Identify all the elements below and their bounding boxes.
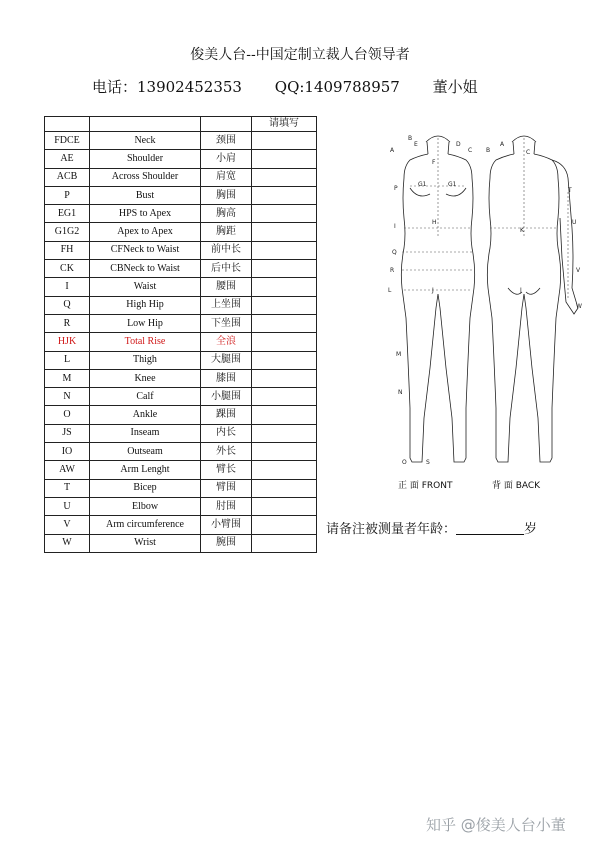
measure-name-en: CBNeck to Waist [90, 260, 201, 278]
measure-name-en: Bicep [90, 479, 201, 497]
table-row [45, 296, 317, 314]
measure-code: T [45, 479, 90, 497]
measure-code: Q [45, 296, 90, 314]
measure-name-cn: 臂围 [201, 479, 252, 497]
age-unit: 岁 [524, 522, 538, 537]
measure-code: N [45, 388, 90, 406]
measure-name-en: Elbow [90, 497, 201, 515]
svg-text:I: I [394, 223, 396, 230]
svg-text:B: B [486, 147, 491, 154]
svg-text:Q: Q [392, 249, 397, 256]
measure-value-cell[interactable] [252, 260, 317, 278]
svg-text:G1: G1 [418, 181, 427, 188]
measure-name-cn: 腕围 [201, 534, 252, 552]
svg-text:M: M [396, 351, 402, 358]
measure-code: HJK [45, 333, 90, 351]
measure-code: L [45, 351, 90, 369]
measure-value-cell[interactable] [252, 168, 317, 186]
measure-code: IO [45, 443, 90, 461]
measure-code: EG1 [45, 205, 90, 223]
table-row [45, 388, 317, 406]
measure-name-en: HPS to Apex [90, 205, 201, 223]
svg-text:H: H [432, 219, 437, 226]
measure-name-cn: 胸距 [201, 223, 252, 241]
table-row [45, 351, 317, 369]
measure-name-cn: 上坐围 [201, 296, 252, 314]
measure-name-en: Calf [90, 388, 201, 406]
svg-text:V: V [576, 267, 581, 274]
measure-code: M [45, 369, 90, 387]
table-row [45, 369, 317, 387]
table-row [45, 479, 317, 497]
age-blank-field [456, 522, 524, 535]
measure-name-cn: 小臂围 [201, 516, 252, 534]
measure-name-en: Knee [90, 369, 201, 387]
measure-value-cell[interactable] [252, 534, 317, 552]
measure-code: I [45, 278, 90, 296]
measure-name-cn: 后中长 [201, 260, 252, 278]
measure-code: ACB [45, 168, 90, 186]
page-title: 俊美人台--中国定制立裁人台领导者 [190, 47, 410, 63]
measure-value-cell[interactable] [252, 388, 317, 406]
qq-number: QQ:1409788957 [274, 78, 400, 96]
measure-name-cn: 肘围 [201, 497, 252, 515]
measure-code: P [45, 186, 90, 204]
table-row [45, 168, 317, 186]
table-row [45, 278, 317, 296]
svg-text:B: B [408, 135, 413, 142]
measure-name-en: High Hip [90, 296, 201, 314]
measure-value-cell[interactable] [252, 296, 317, 314]
dress-form-diagram [382, 118, 592, 496]
measure-code: FDCE [45, 132, 90, 150]
measure-value-cell[interactable] [252, 333, 317, 351]
measure-name-cn: 前中长 [201, 241, 252, 259]
table-row [45, 205, 317, 223]
measure-value-cell[interactable] [252, 369, 317, 387]
measure-name-en: Across Shoulder [90, 168, 201, 186]
table-row [45, 150, 317, 168]
measure-name-cn: 颈围 [201, 132, 252, 150]
measure-value-cell[interactable] [252, 351, 317, 369]
front-view-label: 正 面 FRONT [398, 481, 453, 491]
phone-number: 电话：13902452353 [92, 78, 242, 96]
measure-value-cell[interactable] [252, 479, 317, 497]
measure-code: JS [45, 424, 90, 442]
measure-code: R [45, 314, 90, 332]
measure-name-cn: 下坐围 [201, 314, 252, 332]
measure-code: AW [45, 461, 90, 479]
measure-name-en: Bust [90, 186, 201, 204]
measure-name-en: Outseam [90, 443, 201, 461]
measure-value-cell[interactable] [252, 205, 317, 223]
measure-name-en: Ankle [90, 406, 201, 424]
svg-text:L: L [388, 287, 392, 294]
measure-name-en: Inseam [90, 424, 201, 442]
measure-code: G1G2 [45, 223, 90, 241]
svg-text:O: O [402, 459, 407, 466]
table-row [45, 333, 317, 351]
age-note [326, 518, 537, 537]
measure-name-en: Neck [90, 132, 201, 150]
measure-value-cell[interactable] [252, 443, 317, 461]
measure-name-cn: 大腿围 [201, 351, 252, 369]
table-row [45, 534, 317, 552]
table-header-row [45, 117, 317, 132]
back-view-label: 背 面 BACK [492, 481, 541, 491]
svg-text:P: P [394, 185, 398, 192]
contact-line [92, 76, 506, 97]
measurement-table [44, 116, 317, 553]
measure-code: FH [45, 241, 90, 259]
measure-name-cn: 胸围 [201, 186, 252, 204]
measure-value-cell[interactable] [252, 314, 317, 332]
measure-name-en: Waist [90, 278, 201, 296]
table-row [45, 461, 317, 479]
table-row [45, 223, 317, 241]
measure-value-cell[interactable] [252, 186, 317, 204]
svg-text:N: N [398, 389, 403, 396]
table-row [45, 406, 317, 424]
measure-code: V [45, 516, 90, 534]
measure-name-en: Thigh [90, 351, 201, 369]
measure-code: CK [45, 260, 90, 278]
measure-name-cn: 外长 [201, 443, 252, 461]
table-row [45, 186, 317, 204]
svg-text:F: F [432, 159, 436, 166]
measure-name-en: Apex to Apex [90, 223, 201, 241]
measure-code: W [45, 534, 90, 552]
measure-name-cn: 腰围 [201, 278, 252, 296]
svg-text:W: W [576, 303, 582, 310]
measure-name-cn: 踝围 [201, 406, 252, 424]
table-row [45, 497, 317, 515]
measure-name-en: Wrist [90, 534, 201, 552]
contact-name: 董小姐 [432, 78, 478, 96]
measure-value-cell[interactable] [252, 516, 317, 534]
measure-code: O [45, 406, 90, 424]
measure-value-cell[interactable] [252, 497, 317, 515]
measure-name-cn: 全浪 [201, 333, 252, 351]
measure-value-cell[interactable] [252, 223, 317, 241]
svg-text:A: A [390, 147, 395, 154]
measure-value-cell[interactable] [252, 461, 317, 479]
svg-text:C: C [468, 147, 473, 154]
svg-text:C: C [526, 149, 531, 156]
svg-text:D: D [456, 141, 461, 148]
svg-text:T: T [568, 187, 572, 194]
table-row [45, 132, 317, 150]
measure-name-en: Total Rise [90, 333, 201, 351]
measure-name-en: Arm circumference [90, 516, 201, 534]
measure-name-en: Arm Lenght [90, 461, 201, 479]
measure-code: AE [45, 150, 90, 168]
watermark: 知乎 @俊美人台小董 [426, 816, 566, 834]
svg-text:U: U [572, 219, 577, 226]
fill-column-header: 请填写 [252, 117, 317, 132]
age-note-text: 请备注被测量者年龄： [326, 522, 457, 537]
table-row [45, 260, 317, 278]
svg-text:E: E [414, 141, 418, 148]
svg-text:R: R [390, 267, 395, 274]
table-row [45, 314, 317, 332]
figure-point-labels [388, 135, 582, 466]
measure-name-cn: 内长 [201, 424, 252, 442]
measure-value-cell[interactable] [252, 241, 317, 259]
measure-value-cell[interactable] [252, 406, 317, 424]
measure-name-cn: 胸高 [201, 205, 252, 223]
svg-text:J: J [520, 287, 522, 294]
svg-text:A: A [500, 141, 505, 148]
measure-value-cell[interactable] [252, 150, 317, 168]
svg-text:S: S [426, 459, 430, 466]
measure-code: U [45, 497, 90, 515]
table-row [45, 516, 317, 534]
measure-name-en: Shoulder [90, 150, 201, 168]
svg-text:G1: G1 [448, 181, 457, 188]
measurement-guides [402, 138, 568, 298]
measure-name-cn: 膝围 [201, 369, 252, 387]
measure-name-cn: 小肩 [201, 150, 252, 168]
measure-name-cn: 肩宽 [201, 168, 252, 186]
table-row [45, 443, 317, 461]
measure-name-en: Low Hip [90, 314, 201, 332]
table-row [45, 241, 317, 259]
measure-name-cn: 小腿围 [201, 388, 252, 406]
front-figure-outline [401, 136, 578, 462]
measure-name-en: CFNeck to Waist [90, 241, 201, 259]
measure-value-cell[interactable] [252, 424, 317, 442]
svg-text:K: K [520, 227, 524, 234]
measure-value-cell[interactable] [252, 278, 317, 296]
table-row [45, 424, 317, 442]
measure-name-cn: 臂长 [201, 461, 252, 479]
measure-value-cell[interactable] [252, 132, 317, 150]
svg-text:J: J [432, 287, 434, 294]
